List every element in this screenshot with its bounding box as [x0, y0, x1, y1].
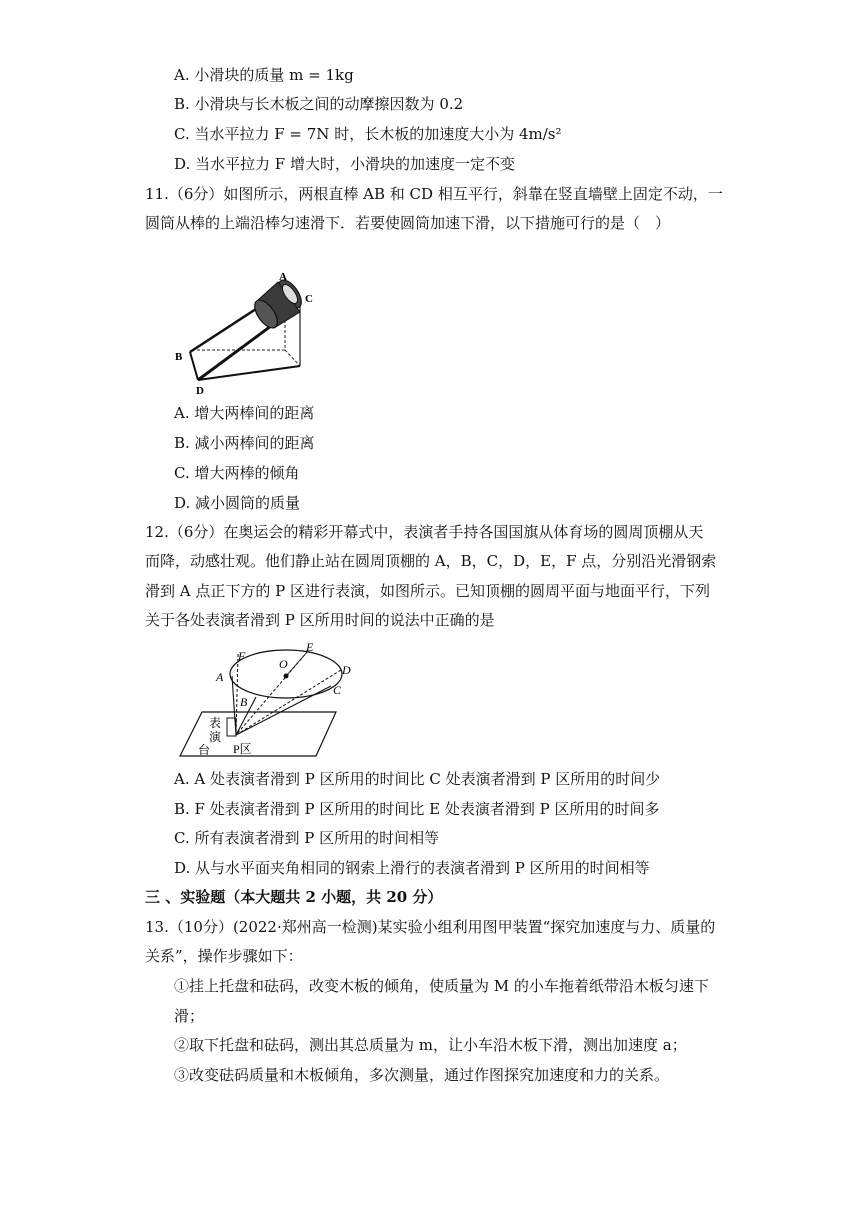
- section-3-heading: 三 、实验题（本大题共 2 小题，共 20 分）: [145, 888, 443, 906]
- q11-figure-rods-cylinder: [170, 262, 320, 402]
- q12-figure-canopy-cables: [176, 640, 351, 765]
- q12-label-b: B: [240, 695, 248, 709]
- q11-stem-line-2: 圆筒从棒的上端沿棒匀速滑下．若要使圆筒加速下滑，以下措施可行的是（ ）: [145, 214, 671, 232]
- q12-label-f: F: [238, 649, 246, 663]
- q12-option-a: A. A 处表演者滑到 P 区所用的时间比 C 处表演者滑到 P 区所用的时间少: [174, 770, 661, 788]
- q12-label-d: D: [342, 663, 351, 677]
- q12-stage-char-1: 表: [209, 716, 222, 730]
- q13-stem-line-2: 关系”，操作步骤如下：: [145, 947, 303, 965]
- q11-stem-line-1: 11.（6分）如图所示，两根直棒 AB 和 CD 相互平行，斜靠在竖直墙壁上固定不动，一: [145, 185, 723, 203]
- q11-label-a: A: [279, 271, 287, 283]
- q13-step-1-line-1: ①挂上托盘和砝码，改变木板的倾角，使质量为 M 的小车拖着纸带沿木板匀速下: [174, 977, 709, 995]
- q12-label-p-zone: P区: [233, 742, 252, 756]
- q12-label-a: A: [216, 670, 224, 684]
- q12-stem-line-4: 关于各处表演者滑到 P 区所用时间的说法中正确的是: [145, 611, 495, 629]
- q11-option-a: A. 增大两棒间的距离: [174, 404, 315, 422]
- q13-step-3: ③改变砝码质量和木板倾角，多次测量，通过作图探究加速度和力的关系。: [174, 1066, 670, 1084]
- q12-label-o: O: [279, 657, 288, 671]
- q11-option-b: B. 减小两棒间的距离: [174, 434, 315, 452]
- cylinder-shape: [250, 276, 305, 331]
- q12-option-d: D. 从与水平面夹角相同的钢索上滑行的表演者滑到 P 区所用的时间相等: [174, 859, 650, 877]
- q11-label-d: D: [196, 385, 204, 397]
- q10-option-c: C. 当水平拉力 F = 7N 时，长木板的加速度大小为 4m/s²: [174, 125, 562, 143]
- q12-stem-line-2: 而降，动感壮观。他们静止站在圆周顶棚的 A，B，C，D，E，F 点，分别沿光滑钢索: [145, 552, 717, 570]
- q11-option-c: C. 增大两棒的倾角: [174, 464, 300, 482]
- q10-option-d: D. 当水平拉力 F 增大时，小滑块的加速度一定不变: [174, 155, 515, 173]
- q13-step-1-line-2: 滑；: [174, 1007, 205, 1025]
- q10-option-b: B. 小滑块与长木板之间的动摩擦因数为 0.2: [174, 95, 464, 113]
- q12-stem-line-3: 滑到 A 点正下方的 P 区进行表演，如图所示。已知顶棚的圆周平面与地面平行，下列: [145, 582, 711, 600]
- q13-step-2: ②取下托盘和砝码，测出其总质量为 m，让小车沿木板下滑，测出加速度 a；: [174, 1036, 687, 1054]
- q10-option-a: A. 小滑块的质量 m = 1kg: [174, 66, 354, 84]
- q12-stage-char-3: 台: [198, 743, 211, 757]
- q12-option-b: B. F 处表演者滑到 P 区所用的时间比 E 处表演者滑到 P 区所用的时间多: [174, 800, 660, 818]
- q11-label-c: C: [305, 293, 313, 305]
- q12-label-c: C: [333, 683, 342, 697]
- q12-label-e: E: [306, 640, 314, 654]
- q12-stem-line-1: 12.（6分）在奥运会的精彩开幕式中，表演者手持各国国旗从体育场的圆周顶棚从天: [145, 523, 704, 541]
- q11-option-d: D. 减小圆筒的质量: [174, 494, 301, 512]
- q13-stem-line-1: 13.（10分）(2022·郑州高一检测)某实验小组利用图甲装置“探究加速度与力、质量的: [145, 918, 716, 936]
- q11-label-b: B: [175, 351, 183, 363]
- q12-stage-char-2: 演: [209, 730, 222, 744]
- q12-option-c: C. 所有表演者滑到 P 区所用的时间相等: [174, 829, 440, 847]
